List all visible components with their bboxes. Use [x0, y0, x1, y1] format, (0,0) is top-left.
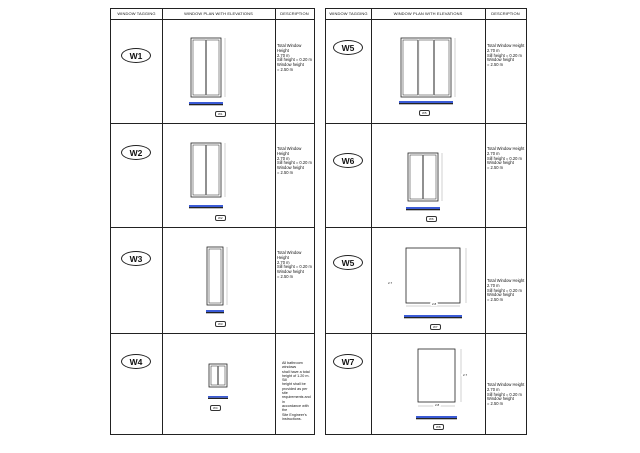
schedule-row-w2 — [111, 123, 314, 228]
schedule-row-w5 — [326, 20, 526, 124]
window-elevation-w1 — [189, 37, 249, 117]
header-plan: WINDOW PLAN WITH ELEVATIONS — [184, 11, 253, 16]
window-description: Total Window Height 2.70 m Sill height = 0.20 m Window height = 2.50 m — [277, 43, 312, 72]
window-code-label: W5 — [419, 110, 430, 116]
schedule-row-w7 — [326, 333, 526, 433]
window-elevation-w7 — [416, 348, 476, 428]
header-plan: WINDOW PLAN WITH ELEVATIONS — [393, 11, 463, 16]
window-description: Total Window Height 2.70 m Sill height = 0.20 m Window height = 2.50 m — [487, 382, 525, 407]
window-elevation-fixed-w5 — [404, 247, 474, 327]
window-description: Total Window Height 2.70 m Sill height = 0.20 m Window height = 2.50 m — [487, 43, 525, 68]
window-code-label: W4 — [210, 405, 221, 411]
window-tag: W7 — [333, 354, 363, 369]
schedule-header-right — [326, 9, 526, 20]
window-description: Total Window Height 2.70 m Sill height = 0.20 m Window height = 2.50 m — [487, 278, 525, 303]
dimension-height: 2.7 — [463, 373, 468, 377]
window-elevation-w5 — [399, 37, 469, 117]
window-schedule-left — [110, 8, 315, 435]
header-tagging: WINDOW TAGGING — [117, 11, 156, 16]
window-schedule-right — [325, 8, 527, 435]
window-elevation-w3 — [206, 246, 246, 326]
window-tag: W5 — [333, 255, 363, 270]
dimension-width: 2.8 — [432, 302, 437, 306]
window-code-label: W1 — [215, 111, 226, 117]
header-description: DESCRIPTION — [280, 11, 309, 16]
schedule-header-left — [111, 9, 314, 20]
schedule-row-w3 — [111, 227, 314, 334]
window-code-label: W6 — [426, 216, 437, 222]
schedule-row-w1 — [111, 20, 314, 124]
window-tag: W5 — [333, 40, 363, 55]
window-elevation-w2 — [189, 142, 249, 222]
dimension-height: 2.7 — [388, 281, 393, 285]
window-description: Total Window Height 2.70 m Sill height = 0.20 m Window height = 2.50 m — [487, 146, 525, 171]
window-description: Total Window Height 2.70 m Sill height = 0.20 m Window height = 2.50 m — [277, 250, 312, 279]
window-elevation-w6 — [406, 152, 466, 222]
window-tag: W1 — [121, 48, 151, 63]
window-description: All bathroom windows shall have a total height of 1.20 m. Sill height shall be provided as per site requirements and in accordance with the Site Engineer's instructions. — [282, 361, 311, 421]
window-code-label: W8 — [433, 424, 444, 430]
schedule-row-w4 — [111, 333, 314, 433]
dimension-width: 2.8 — [435, 403, 440, 407]
window-code-label: W7 — [430, 324, 441, 330]
window-tag: W4 — [121, 354, 151, 369]
header-tagging: WINDOW TAGGING — [329, 11, 368, 16]
schedule-row-w5-fixed — [326, 227, 526, 334]
window-description: Total Window Height 2.70 m Sill height = 0.20 m Window height = 2.50 m — [277, 146, 312, 175]
window-code-label: W2 — [215, 215, 226, 221]
header-description: DESCRIPTION — [491, 11, 520, 16]
window-code-label: W3 — [215, 321, 226, 327]
schedule-row-w6 — [326, 123, 526, 228]
window-tag: W6 — [333, 153, 363, 168]
window-tag: W3 — [121, 251, 151, 266]
window-tag: W2 — [121, 145, 151, 160]
